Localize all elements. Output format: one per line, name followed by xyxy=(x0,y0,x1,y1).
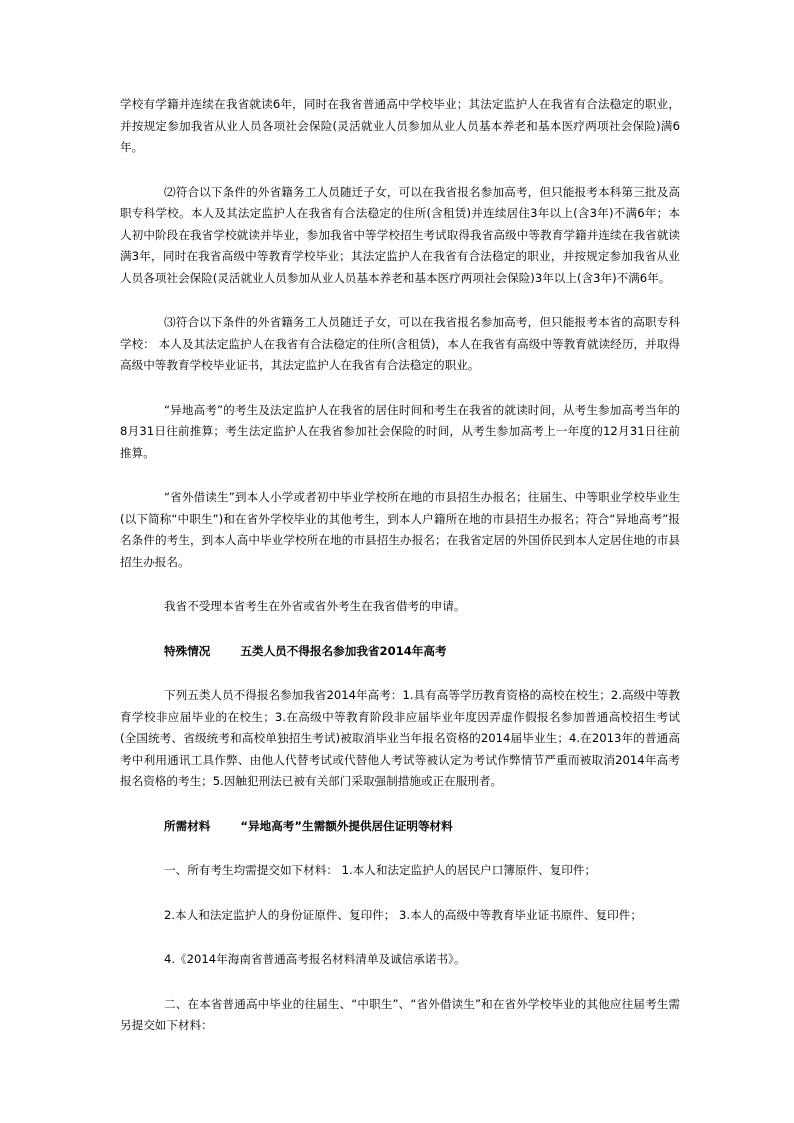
section-title: 五类人员不得报名参加我省2014年高考 xyxy=(240,643,447,658)
paragraph-continuation: 学校有学籍并连续在我省就读6年，同时在我省普通高中学校毕业；其法定监护人在我省有合法稳定的职业，并按规定参加我省从业人员各项社会保险(灵活就业人员参加从业人员基本养老和基本医疗两项社会保险)满6年。 xyxy=(120,97,680,154)
paragraph-time-calculation: “异地高考”的考生及法定监护人在我省的居住时间和考生在我省的就读时间，从考生参加高考当年的8月31日往前推算；考生法定监护人在我省参加社会保险的时间，从考生参加高考上一年度的12月31日往前推算。 xyxy=(120,402,680,460)
paragraph-condition-2: ⑵符合以下条件的外省籍务工人员随迁子女，可以在我省报名参加高考，但只能报考本科第三批及高职专科学校。本人及其法定监护人在我省有合法稳定的住所(含租赁)并连续居住3年以上(含3年)不满6年；本人初中阶段在我省学校就读并毕业，参加我省中等学校招生考试取得我省高级中等教育学籍并连续在我省就读满3年，同时在我省高级中等教育学校毕业；其法定监护人在我省有合法稳定的职业，并按规定参加我省从业人员各项社会保险(灵活就业人员参加从业人员基本养老和基本医疗两项社会保险)3年以上(含3年)不满6年。 xyxy=(120,184,680,285)
paragraph-registration-location: “省外借读生”到本人小学或者初中毕业学校所在地的市县招生办报名；往届生、中等职业学校毕业生(以下简称“中职生”)和在省外学校毕业的其他考生，到本人户籍所在地的市县招生办报名；符合“异地高考”报名条件的考生，到本人高中毕业学校所在地的市县招生办报名；在我省定居的外国侨民到本人定居住地的市县招生办报名。 xyxy=(120,490,680,569)
section-heading-special-cases xyxy=(120,641,680,663)
paragraph-five-categories: 下列五类人员不得报名参加我省2014年高考：1.具有高等学历教育资格的高校在校生；2.高级中等教育学校非应届毕业的在校生；3.在高级中等教育阶段非应届毕业年度因弄虚作假报名参加普通高校招生考试(全国统考、省级统考和高校单独招生考试)被取消毕业当年报名资格的2014届毕业生；4.在2013年的普通高考中利用通讯工具作弊、由他人代替考试或代替他人考试等被认定为考试作弊情节严重而被取消2014年高考报名资格的考生；5.因触犯刑法已被有关部门采取强制措施或正在服刑者。 xyxy=(120,688,680,788)
document-page xyxy=(120,94,680,1060)
paragraph-condition-3: ⑶符合以下条件的外省籍务工人员随迁子女，可以在我省报名参加高考，但只能报考本省的高职专科学校： 本人及其法定监护人在我省有合法稳定的住所(含租赁)，本人在我省有高级中等教育就读经历，并取得高级中等教育学校毕业证书，其法定监护人在我省有合法稳定的职业。 xyxy=(120,315,680,372)
section-title: “异地高考”生需额外提供居住证明等材料 xyxy=(240,818,453,833)
section-label: 特殊情况 xyxy=(164,643,211,658)
section-heading-required-materials xyxy=(120,816,680,838)
section-label: 所需材料 xyxy=(164,818,211,833)
material-item: 4.《2014年海南省普通高考报名材料清单及诚信承诺书》。 xyxy=(164,952,466,966)
paragraph-no-borrowed-exam: 我省不受理本省考生在外省或省外考生在我省借考的申请。 xyxy=(164,599,466,613)
material-item: 一、所有考生均需提交如下材料： 1.本人和法定监护人的居民户口簿原件、复印件； xyxy=(164,863,597,877)
material-item: 二、在本省普通高中毕业的往届生、“中职生”、“省外借读生”和在省外学校毕业的其他应往届考生需另提交如下材料： xyxy=(120,996,680,1032)
material-item: 2.本人和法定监护人的身份证原件、复印件； 3.本人的高级中等教育毕业证书原件、复印件； xyxy=(164,907,642,922)
